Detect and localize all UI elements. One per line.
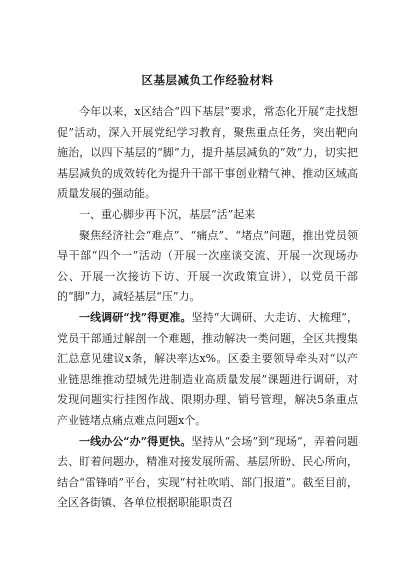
item-2-lead: 一线办公“办”得更快。 (79, 434, 192, 448)
section-1-paragraph: 聚焦经济社会“难点”、“痛点”、“堵点”问题，推出党员领导干部“四个一”活动（开展一次座谈交流、开展一次现场办公、开展一次接访下访、开展一次政策宣讲），以党员干部的“脚”力，减轻基层“压”力。 (57, 228, 358, 304)
item-1-paragraph (57, 308, 358, 432)
item-2-body: 坚持从“会场”到“现场”，弄着问题去、盯着问题办，精准对接发展所需、基层所盼、民心所向，结合“雷锋哨”平台，实现“村社吹哨、部门报道”。截至目前，全区各街镇、各单位根据职能职责召 (57, 434, 358, 510)
item-1-body: 坚持“大调研、大走访、大梳理”，党员干部通过解剖一个难题，推动解决一类问题，全区共搜集汇总意见建议x条，解决率达x%。区委主要领导牵头对“以产业链思维推动望城先进制造业高质量发展”课题进行调研，对发现问题实行挂图作战、限期办理、销号管理，解决5条重点产业链堵点痛点难点问题x个。 (57, 310, 359, 427)
section-1-heading: 一、重心脚步再下沉，基层“活”起来 (79, 207, 256, 221)
document-title: 区基层减负工作经验材料 (141, 73, 274, 87)
intro-paragraph: 今年以来，x区结合“四下基层”要求，常态化开展“走找想促”活动，深入开展党纪学习教育，聚焦重点任务，突出靶向施治，以四下基层的“脚”力，提升基层减负的“效”力，切实把基层减负的成效转化为提升干部干事创业精气神、推动区域高质量发展的强动能。 (57, 105, 358, 201)
item-2-paragraph (57, 432, 358, 514)
item-1-lead: 一线调研“找”得更准。 (79, 310, 192, 324)
